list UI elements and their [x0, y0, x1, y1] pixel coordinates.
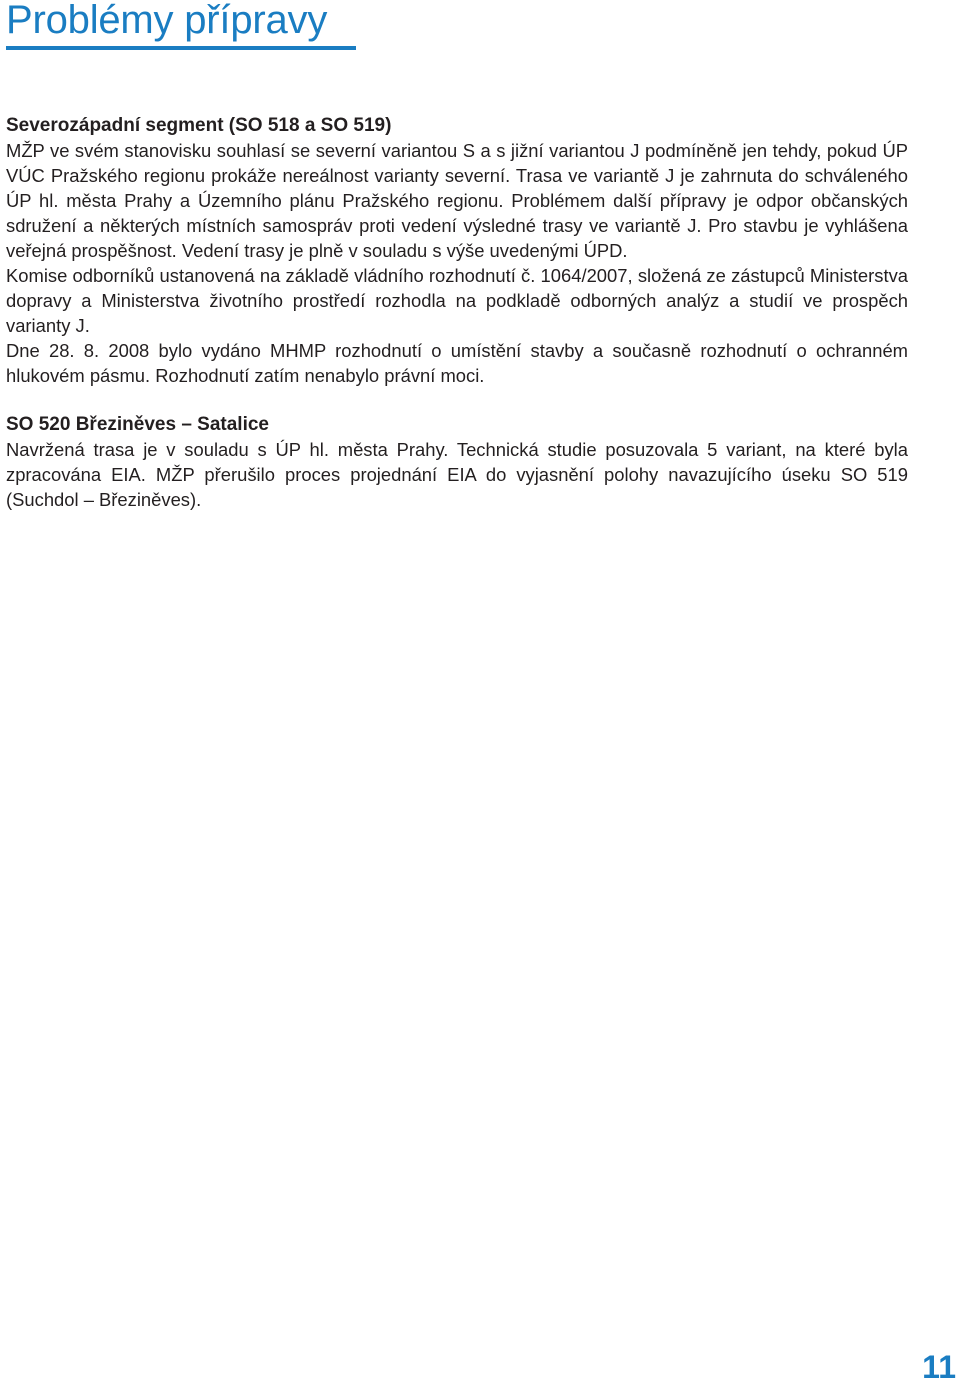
page-number: 11 [922, 1349, 956, 1385]
paragraph: MŽP ve svém stanovisku souhlasí se severní variantou S a s jižní variantou J podmíněně jen tehdy, pokud ÚP VÚC Pražského regionu prokáže nereálnost varianty severní. Trasa ve variantě J je zahrnuta do schváleného ÚP hl. města Prahy a Územního plánu Pražského regionu. Problémem další přípravy je odpor občanských sdružení a některých místních samospráv proti vedení výsledné trasy ve variantě J. Pro stavbu je vyhlášena veřejná prospěšnost. Vedení trasy je plně v souladu s výše uvedenými ÚPD. [6, 140, 908, 261]
section-heading: Severozápadní segment (SO 518 a SO 519) [6, 115, 392, 136]
page-title: Problémy přípravy [6, 0, 328, 42]
title-underline [6, 46, 356, 50]
paragraph: Dne 28. 8. 2008 bylo vydáno MHMP rozhodnutí o umístění stavby a současně rozhodnutí o ochranném hlukovém pásmu. Rozhodnutí zatím nenabylo právní moci. [6, 340, 908, 386]
document-body [6, 113, 908, 536]
section-northwest-segment [6, 113, 908, 388]
paragraph: Komise odborníků ustanovená na základě vládního rozhodnutí č. 1064/2007, složená ze zástupců Ministerstva dopravy a Ministerstva životního prostředí rozhodla na podkladě odborných analýz a studií ve prospěch varianty J. [6, 265, 908, 336]
section-heading: SO 520 Březiněves – Satalice [6, 414, 269, 435]
paragraph: Navržená trasa je v souladu s ÚP hl. města Prahy. Technická studie posuzovala 5 variant, na které byla zpracována EIA. MŽP přerušilo proces projednání EIA do vyjasnění polohy navazujícího úseku SO 519 (Suchdol – Březiněves). [6, 439, 908, 510]
section-so520 [6, 412, 908, 512]
